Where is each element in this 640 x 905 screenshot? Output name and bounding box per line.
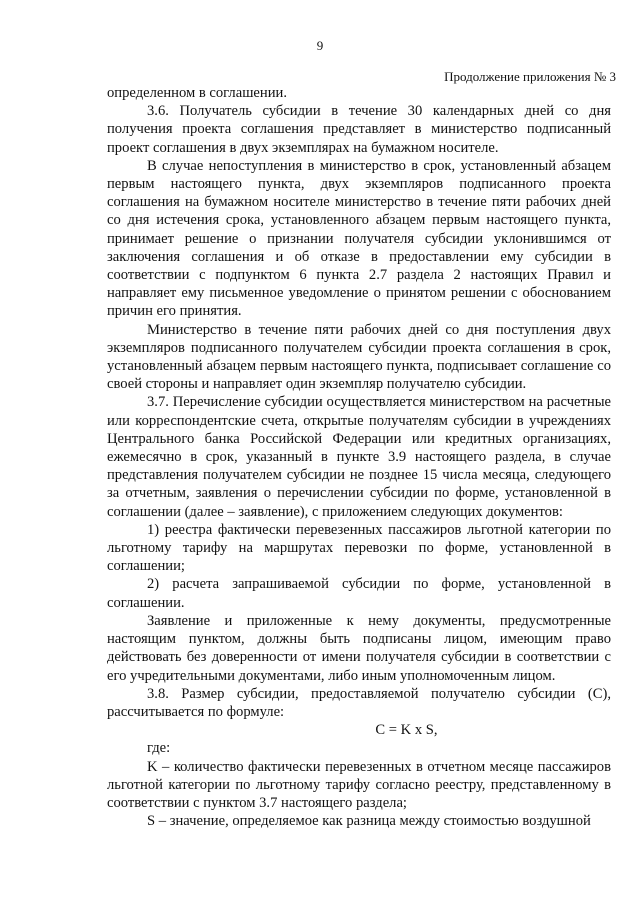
paragraph-3-6: 3.6. Получатель субсидии в течение 30 календарных дней со дня получения проекта соглашения представляет в министерство подписанный проект соглашения в двух экземплярах на бумажном носителе. — [107, 103, 611, 156]
definition-k: K – количество фактически перевезенных в отчетном месяце пассажиров льготной категории по льготному тарифу согласно реестру, представленному в соответствии с пунктом 3.7 настоящего раздела; — [107, 758, 611, 811]
paragraph-non-receipt: В случае непоступления в министерство в срок, установленный абзацем первым настоящего пункта, двух экземпляров подписанного проекта соглашения на бумажном носителе министерство в течение пяти рабочих дней со дня истечения срока, установленного абзацем первым настоящего пункта, принимает решение о признании получателя субсидии уклонившимся от заключения соглашения и об отказе в предоставлении ему субсидии в соответствии с подпунктом 6 пункта 2.7 раздела 2 настоящих Правил и направляет ему письменное уведомление о принятом решении с обоснованием причин его принятия. — [107, 157, 611, 320]
definition-s: S – значение, определяемое как разница между стоимостью воздушной — [147, 813, 591, 830]
list-item-1: 1) реестра фактически перевезенных пассажиров льготной категории по льготному тарифу на маршрутах перевозки по форме, установленной в соглашении; — [107, 521, 611, 575]
paragraph-continuation: определенном в соглашении. — [107, 85, 287, 101]
paragraph-signatures: Заявление и приложенные к нему документы, предусмотренные настоящим пунктом, должны быть подписаны лицом, имеющим право действовать без доверенности от имени получателя субсидии в соответствии с его учредительными документами, либо иным уполномоченным лицом. — [107, 612, 611, 684]
paragraph-ministry-signing: Министерство в течение пяти рабочих дней со дня поступления двух экземпляров подписанного получателем субсидии проекта соглашения в срок, установленный абзацем первым настоящего пункта, подписывает соглашение со своей стороны и направляет один экземпляр получателю субсидии. — [107, 321, 611, 393]
page-number: 9 — [316, 38, 324, 53]
subsidy-formula: С = K x S, — [375, 722, 438, 739]
paragraph-3-8: 3.8. Размер субсидии, предоставляемой получателю субсидии (С), рассчитывается по формуле: — [107, 685, 611, 720]
list-item-2: 2) расчета запрашиваемой субсидии по форме, установленной в соглашении. — [107, 576, 611, 611]
formula-where-label: где: — [147, 740, 171, 757]
document-body — [107, 84, 611, 830]
appendix-continuation-note: Продолжение приложения № 3 — [444, 69, 616, 84]
paragraph-3-7: 3.7. Перечисление субсидии осуществляется министерством на расчетные или корреспондентские счета, открытые получателям субсидии в учреждениях Центрального банка Российской Федерации или кредитных организациях, ежемесячно в срок, указанный в пункте 3.9 настоящего раздела, в случае представления получателем субсидии не позднее 15 числа месяца, следующего за отчетным, заявления о перечислении субсидии по форме, установленной в соглашении (далее – заявление), с приложением следующих документов: — [107, 394, 611, 520]
